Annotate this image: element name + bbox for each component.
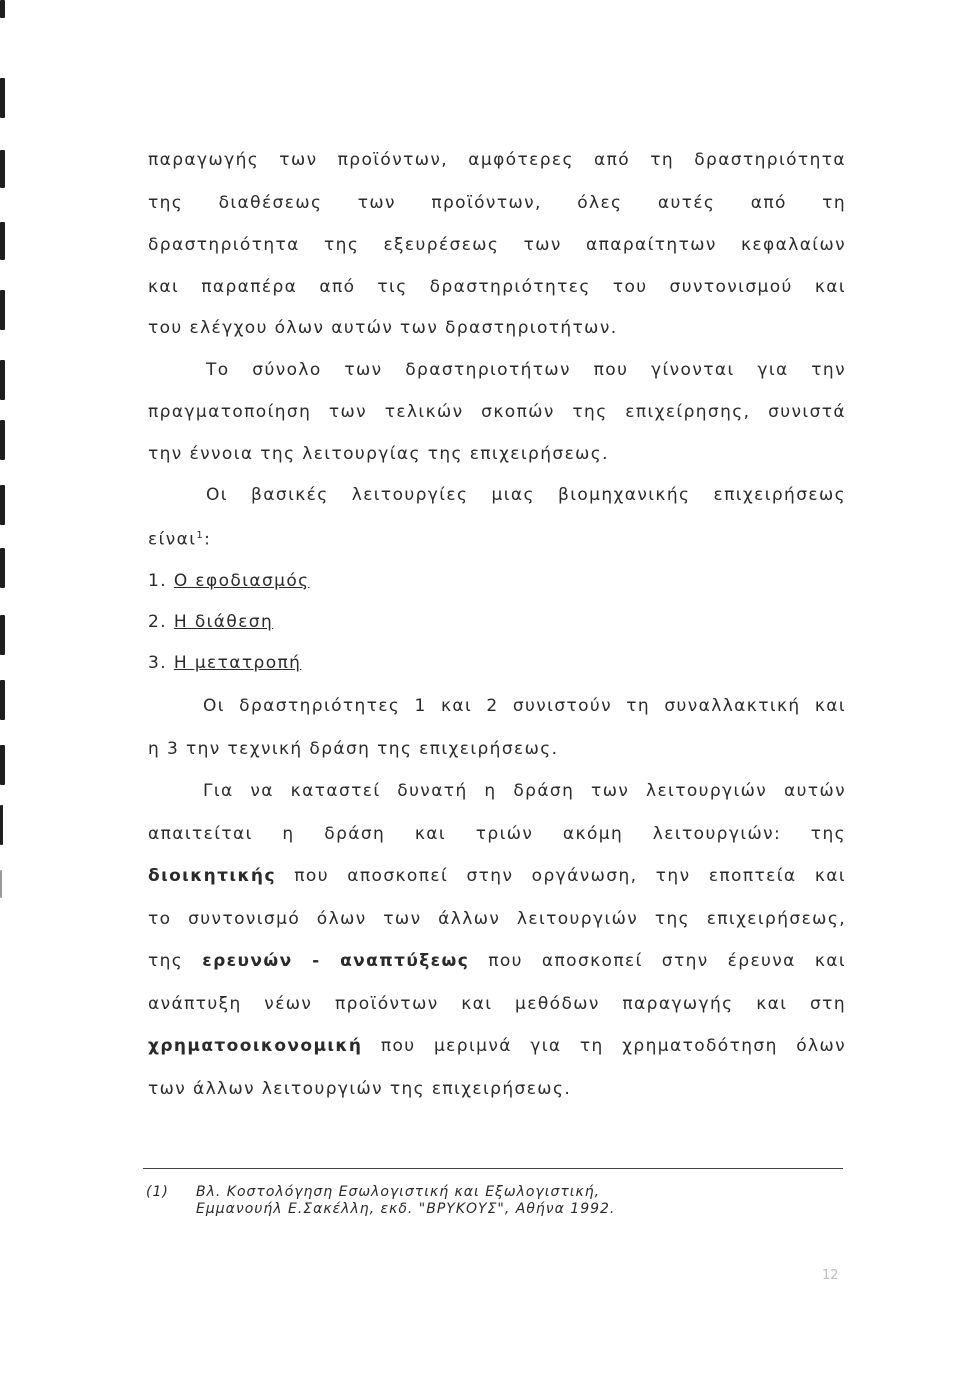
footnote-ref: 1 bbox=[196, 530, 205, 541]
para1-line3: δραστηριότητα της εξευρέσεως των απαραίτητων κεφαλαίων bbox=[148, 235, 846, 255]
para5-line5 bbox=[148, 950, 846, 972]
para2-line2: πραγματοποίηση των τελικών σκοπών της επιχείρησης, συνιστά bbox=[148, 402, 846, 422]
para1-line2: της διαθέσεως των προϊόντων, όλες αυτές από τη bbox=[148, 193, 846, 213]
para3-colon: : bbox=[204, 529, 212, 550]
para5-line5-rest: που αποσκοπεί στην έρευνα και bbox=[488, 951, 846, 971]
list-number: 1. bbox=[148, 571, 168, 591]
para3-line2 bbox=[148, 525, 211, 551]
para1-line1: παραγωγής των προϊόντων, αμφότερες από τη δραστηριότητα bbox=[148, 150, 846, 170]
footnote-divider bbox=[143, 1168, 843, 1169]
list-item bbox=[148, 652, 301, 674]
term-financial: χρηματοοικονομική bbox=[148, 1036, 363, 1056]
para3-line1: Οι βασικές λειτουργίες μιας βιομηχανικής επιχειρήσεως bbox=[206, 485, 846, 505]
list-text: Ο εφοδιασμός bbox=[173, 571, 310, 591]
footnote-line1: Βλ. Κοστολόγηση Εσωλογιστική και Εξωλογιστική, bbox=[196, 1184, 601, 1200]
para2-line3: την έννοια της λειτουργίας της επιχειρήσεως. bbox=[148, 444, 609, 464]
para5-line5-pre: της bbox=[148, 951, 184, 971]
para2-line1: Το σύνολο των δραστηριοτήτων που γίνονται για την bbox=[206, 360, 846, 380]
page-number: 12 bbox=[822, 1268, 839, 1283]
list-text: Η μετατροπή bbox=[173, 653, 302, 673]
para4-line2: η 3 την τεχνική δράση της επιχειρήσεως. bbox=[148, 739, 559, 759]
para5-line7 bbox=[148, 1035, 846, 1057]
binding-marks bbox=[0, 0, 16, 900]
para5-line1: Για να καταστεί δυνατή η δράση των λειτουργιών αυτών bbox=[203, 781, 846, 801]
para5-line3-rest: που αποσκοπεί στην οργάνωση, την εποπτεία και bbox=[294, 866, 846, 886]
para5-line2: απαιτείται η δράση και τριών ακόμη λειτουργιών: της bbox=[148, 824, 846, 844]
term-administrative: διοικητικής bbox=[148, 866, 276, 886]
list-number: 2. bbox=[148, 612, 168, 632]
list-number: 3. bbox=[148, 653, 168, 673]
para1-line4: και παραπέρα από τις δραστηριότητες του συντονισμού και bbox=[148, 277, 846, 297]
list-item bbox=[148, 570, 310, 592]
para5-line4: το συντονισμό όλων των άλλων λειτουργιών της επιχειρήσεως, bbox=[148, 909, 846, 929]
para5-line3 bbox=[148, 865, 846, 887]
term-research-development: ερευνών - αναπτύξεως bbox=[202, 951, 470, 971]
list-text: Η διάθεση bbox=[173, 612, 274, 632]
para5-line6: ανάπτυξη νέων προϊόντων και μεθόδων παραγωγής και στη bbox=[148, 994, 846, 1014]
list-item bbox=[148, 611, 273, 633]
para5-line7-rest: που μεριμνά για τη χρηματοδότηση όλων bbox=[380, 1036, 847, 1056]
para5-line8: των άλλων λειτουργιών της επιχειρήσεως. bbox=[148, 1079, 572, 1099]
footnote-marker: (1) bbox=[146, 1184, 169, 1200]
para4-line1: Οι δραστηριότητες 1 και 2 συνιστούν τη συναλλακτική και bbox=[203, 696, 846, 716]
footnote-line2: Εμμανουήλ Ε.Σακέλλη, εκδ. "ΒΡΥΚΟΥΣ", Αθήνα 1992. bbox=[196, 1201, 616, 1217]
para3-word: είναι bbox=[148, 529, 197, 550]
para1-line5: του ελέγχου όλων αυτών των δραστηριοτήτων. bbox=[148, 318, 618, 338]
